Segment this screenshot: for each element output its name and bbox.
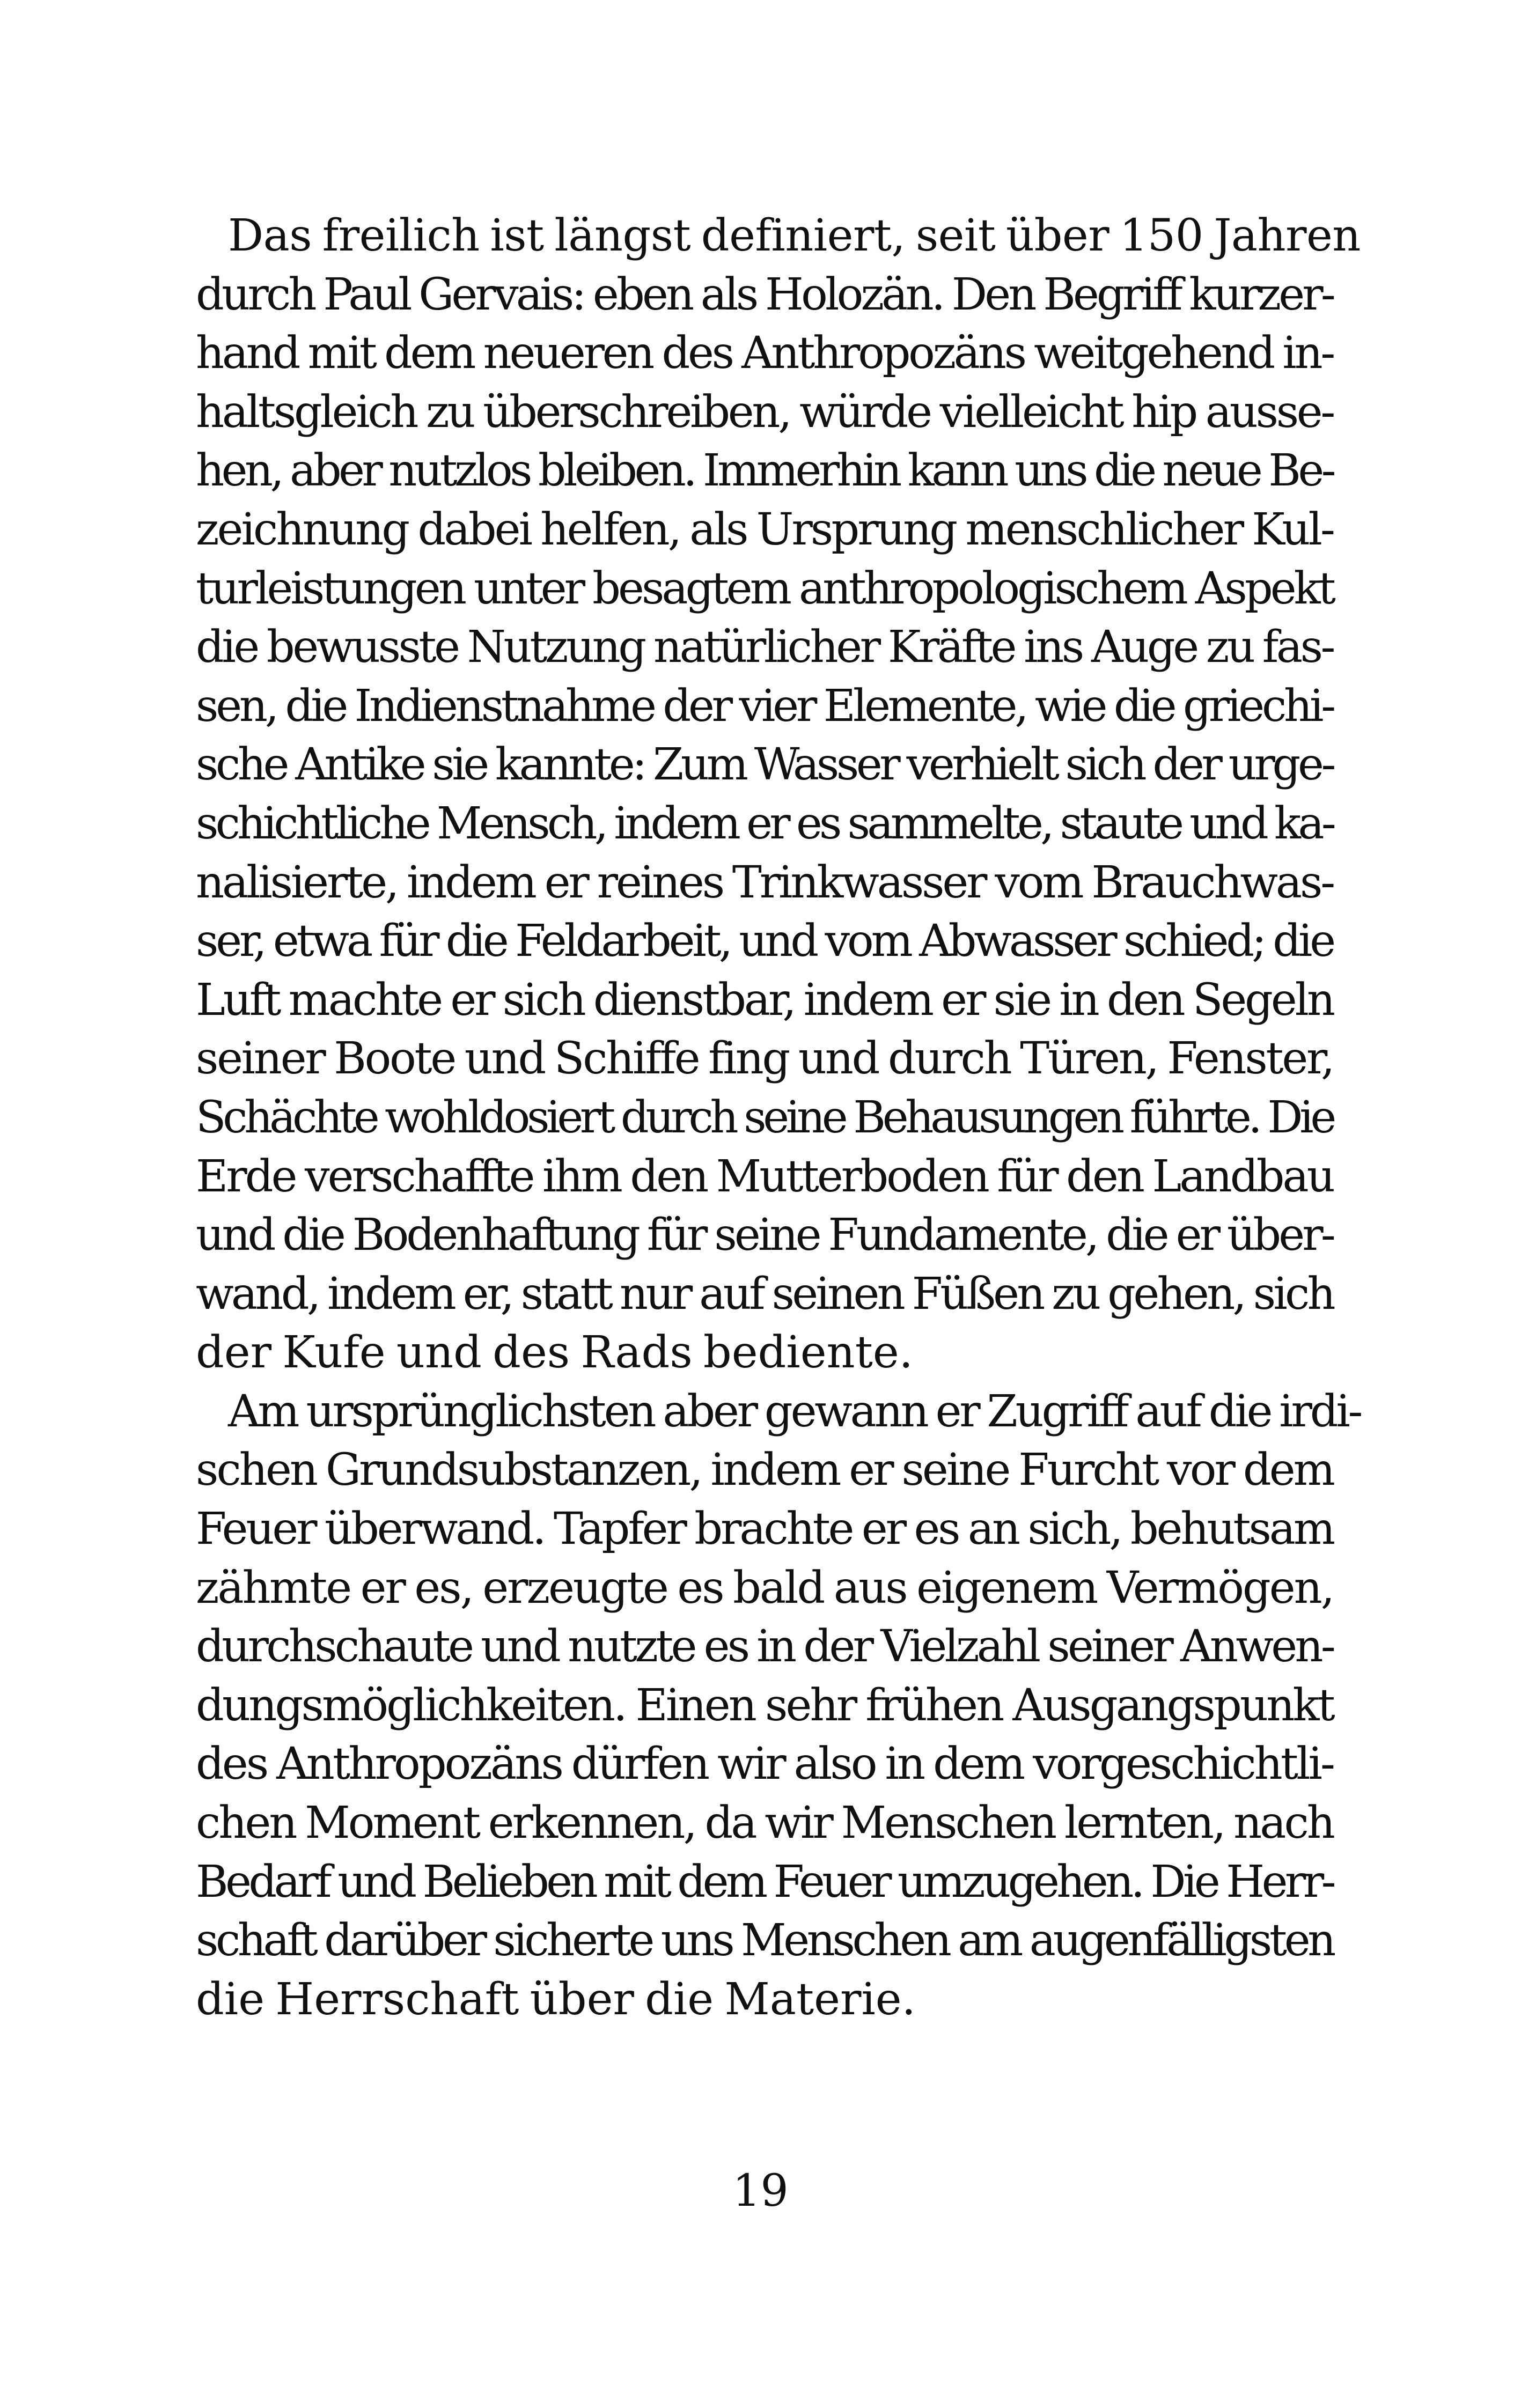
- text-line: die Herrschaft über die Materie.: [196, 1973, 916, 2025]
- text-line: Schächte wohldosiert durch seine Behausungen führte. Die: [196, 1091, 1333, 1143]
- text-line: sche Antike sie kannte: Zum Wasser verhielt sich der urge-: [196, 739, 1333, 791]
- text-line: hand mit dem neueren des Anthropozäns weitgehend in-: [196, 327, 1333, 379]
- text-line: chen Moment erkennen, da wir Menschen lernten, nach: [196, 1797, 1333, 1849]
- text-line: die bewusste Nutzung natürlicher Kräfte ins Auge zu fas-: [196, 621, 1333, 673]
- text-line: nalisierte, indem er reines Trinkwasser vom Brauchwas-: [196, 856, 1333, 908]
- text-line: schaft darüber sicherte uns Menschen am augenfälligsten: [196, 1914, 1333, 1967]
- body-text: [196, 207, 1361, 2029]
- text-line: hen, aber nutzlos bleiben. Immerhin kann uns die neue Be-: [196, 445, 1333, 497]
- paragraph-1: [196, 207, 1361, 1382]
- text-line: turleistungen unter besagtem anthropologischem Aspekt: [196, 562, 1333, 614]
- text-line: Feuer überwand. Tapfer brachte er es an sich, behutsam: [196, 1503, 1333, 1555]
- text-line: des Anthropozäns dürfen wir also in dem vorgeschichtli-: [196, 1738, 1333, 1790]
- text-line: zähmte er es, erzeugte es bald aus eigenem Vermögen,: [196, 1562, 1333, 1614]
- text-line: durch Paul Gervais: eben als Holozän. Den Begriff kurzer-: [196, 268, 1333, 320]
- text-line: Bedarf und Belieben mit dem Feuer umzugehen. Die Herr-: [196, 1855, 1333, 1908]
- text-line: wand, indem er, statt nur auf seinen Füßen zu gehen, sich: [196, 1268, 1333, 1320]
- text-line: ser, etwa für die Feldarbeit, und vom Abwasser schied; die: [196, 915, 1333, 967]
- text-line: dungsmöglichkeiten. Einen sehr frühen Ausgangspunkt: [196, 1679, 1333, 1731]
- text-line: Am ursprünglichsten aber gewann er Zugriff auf die irdi-: [228, 1385, 1361, 1437]
- text-line: Erde verschaffte ihm den Mutterboden für den Landbau: [196, 1150, 1333, 1202]
- page-number: 19: [732, 2166, 789, 2216]
- text-line: der Kufe und des Rads bediente.: [196, 1327, 913, 1379]
- text-line: haltsgleich zu überschreiben, würde vielleicht hip ausse-: [196, 386, 1333, 438]
- text-line: zeichnung dabei helfen, als Ursprung menschlicher Kul-: [196, 503, 1333, 555]
- text-line: durchschaute und nutzte es in der Vielzahl seiner Anwen-: [196, 1621, 1333, 1673]
- text-line: Luft machte er sich dienstbar, indem er sie in den Segeln: [196, 974, 1333, 1026]
- text-line: schen Grundsubstanzen, indem er seine Furcht vor dem: [196, 1444, 1333, 1496]
- text-line: schichtliche Mensch, indem er es sammelte, staute und ka-: [196, 797, 1333, 849]
- paragraph-2: [196, 1382, 1361, 2029]
- text-line: seiner Boote und Schiffe fing und durch Türen, Fenster,: [196, 1033, 1333, 1085]
- text-line: sen, die Indienstnahme der vier Elemente, wie die griechi-: [196, 680, 1333, 732]
- text-line: und die Bodenhaftung für seine Fundamente, die er über-: [196, 1209, 1333, 1261]
- text-line: Das freilich ist längst definiert, seit über 150 Jahren: [228, 210, 1361, 261]
